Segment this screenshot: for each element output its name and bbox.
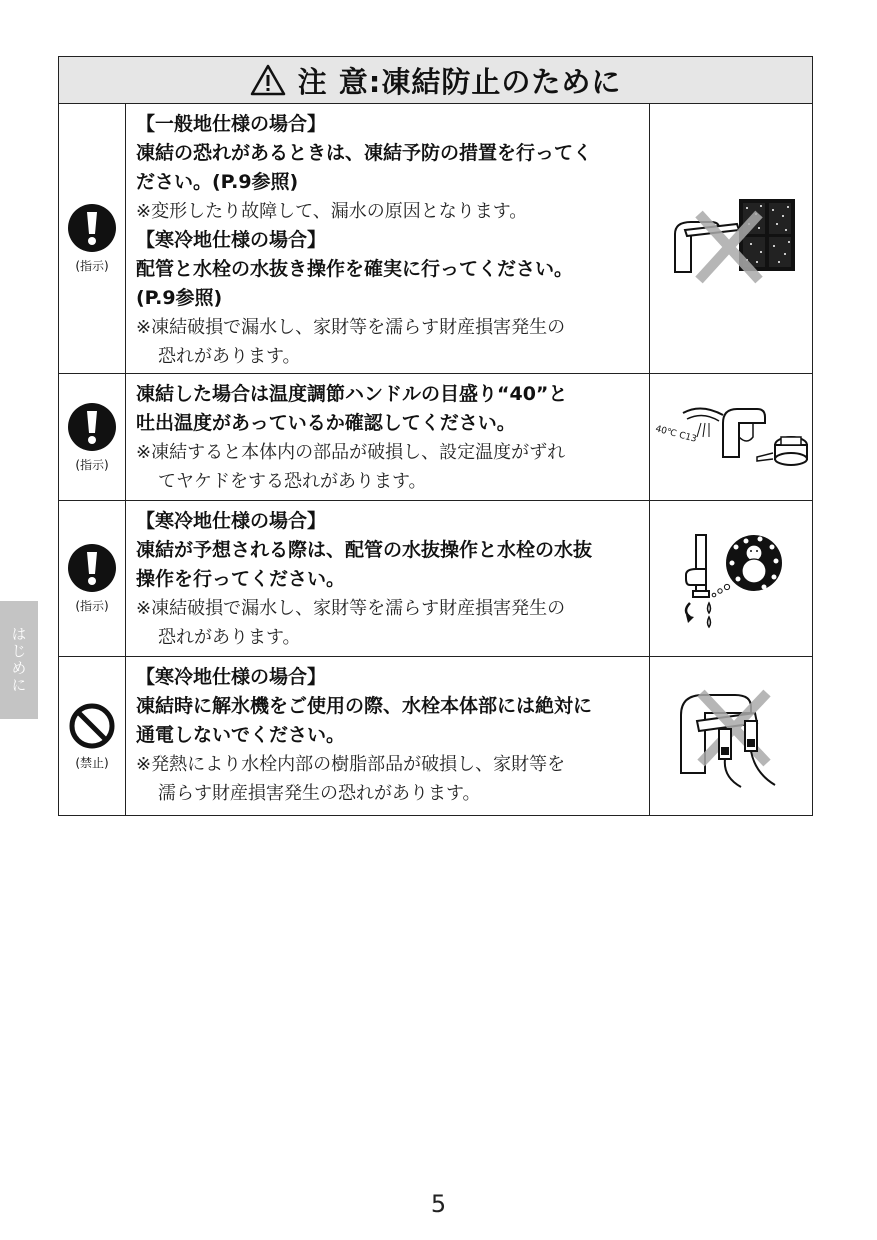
illustration-cell [650,501,812,656]
side-tab-label: はじめに [9,626,28,694]
caution-row-2 [59,374,812,501]
faucet-drain-snowman-icon [676,529,786,629]
text-line: 操作を行ってください。 [136,568,346,590]
faucet-temperature-dial-icon [653,397,809,477]
symbol-caption: (指示) [75,259,109,273]
illustration-cell [650,657,812,815]
text-line: 恐れがあります。 [158,346,301,367]
text-line: 凍結した場合は温度調節ハンドルの目盛り“40”と [136,383,568,405]
symbol-caption: (指示) [75,457,109,472]
symbol-caption: (指示) [75,599,109,613]
text-line: ださい。(P.9参照) [136,171,299,193]
text-line: 凍結が予想される際は、配管の水抜操作と水栓の水抜 [136,539,593,561]
text-cell [126,657,650,815]
prohibition-icon [68,702,116,750]
caution-row-4 [59,657,812,815]
text-line: ※凍結破損で漏水し、家財等を濡らす財産損害発生の [136,598,566,619]
text-line: 凍結の恐れがあるときは、凍結予防の措置を行ってく [136,142,593,164]
text-line: 通電しないでください。 [136,724,346,746]
faucet-frozen-window-icon [661,194,801,284]
page-number: 5 [430,1190,447,1218]
side-tab [0,601,38,719]
caution-title: 注 意:凍結防止のために [297,64,622,99]
warning-triangle-icon [250,64,286,96]
caution-row-3 [59,501,812,657]
text-line: 配管と水栓の水抜き操作を確実に行ってください。 [136,258,574,280]
exclamation-instruction-icon [67,543,117,593]
text-line: 吐出温度があっているか確認してください。 [136,412,516,434]
exclamation-instruction-icon [67,402,117,452]
text-line: てヤケドをする恐れがあります。 [158,471,427,492]
text-line: (P.9参照) [136,287,223,309]
text-cell [126,104,650,373]
text-line: 【寒冷地仕様の場合】 [136,229,327,251]
exclamation-instruction-icon [67,203,117,253]
text-line: 【寒冷地仕様の場合】 [136,510,327,532]
illustration-cell [650,374,812,500]
text-cell [126,374,650,500]
text-line: ※凍結破損で漏水し、家財等を濡らす財産損害発生の [136,317,566,338]
symbol-cell [59,501,126,656]
symbol-caption: (禁止) [75,755,109,770]
text-line: ※凍結すると本体内の部品が破損し、設定温度がずれ [136,442,566,463]
text-line: 凍結時に解氷機をご使用の際、水栓本体部には絶対に [136,695,593,717]
dial-readout: 40℃ C13 [654,424,698,445]
symbol-cell [59,374,126,500]
caution-row-1 [59,104,812,374]
text-line: 【一般地仕様の場合】 [136,113,327,135]
caution-header [59,57,812,104]
text-line: 恐れがあります。 [158,627,301,648]
text-cell [126,501,650,656]
text-line: 濡らす財産損害発生の恐れがあります。 [158,783,481,804]
illustration-cell [650,104,812,373]
symbol-cell [59,104,126,373]
text-line: 【寒冷地仕様の場合】 [136,666,327,688]
symbol-cell [59,657,126,815]
caution-table [58,56,813,816]
text-line: ※発熱により水栓内部の樹脂部品が破損し、家財等を [136,754,566,775]
faucet-thawing-device-prohibited-icon [671,681,791,791]
text-line: ※変形したり故障して、漏水の原因となります。 [136,201,528,222]
